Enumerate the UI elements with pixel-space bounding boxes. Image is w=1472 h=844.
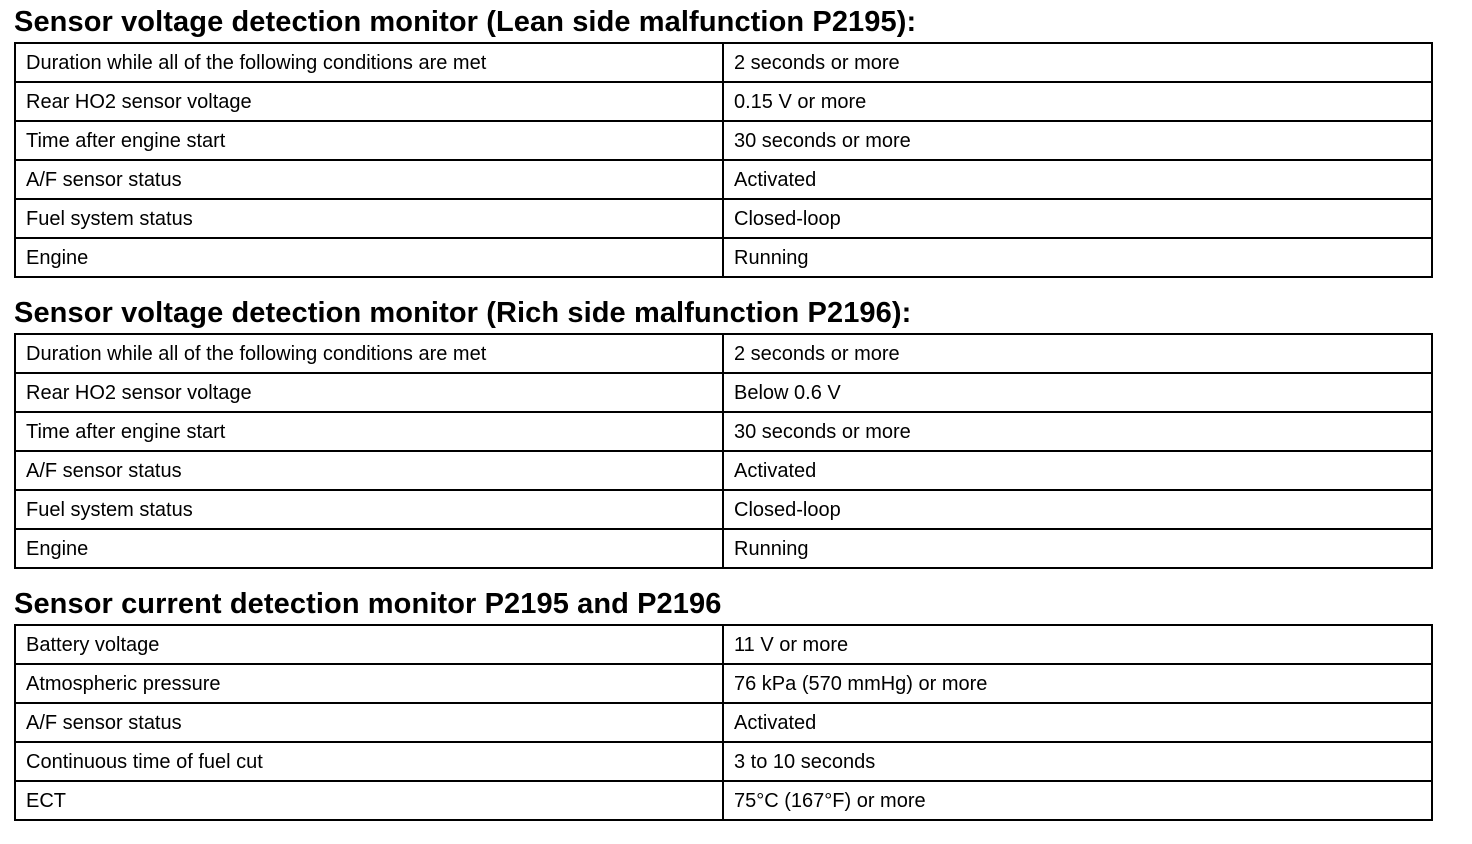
table-row [15,334,1432,373]
condition-label: A/F sensor status [15,703,723,742]
condition-value: 75°C (167°F) or more [723,781,1432,820]
section-title: Sensor current detection monitor P2195 and P2196 [14,588,722,620]
condition-label: Battery voltage [15,625,723,664]
conditions-table [14,624,1433,821]
condition-value: 76 kPa (570 mmHg) or more [723,664,1432,703]
condition-label: Atmospheric pressure [15,664,723,703]
table-row [15,238,1432,277]
condition-value: 2 seconds or more [723,43,1432,82]
section-title: Sensor voltage detection monitor (Rich side malfunction P2196): [14,297,912,329]
conditions-table [14,42,1433,278]
condition-label: ECT [15,781,723,820]
table-row [15,625,1432,664]
table-row [15,490,1432,529]
condition-label: Time after engine start [15,412,723,451]
condition-value: 0.15 V or more [723,82,1432,121]
condition-label: Engine [15,238,723,277]
table-row [15,373,1432,412]
condition-value: 11 V or more [723,625,1432,664]
condition-label: Duration while all of the following conditions are met [15,334,723,373]
condition-label: Rear HO2 sensor voltage [15,373,723,412]
condition-label: Continuous time of fuel cut [15,742,723,781]
condition-value: Running [723,238,1432,277]
condition-value: 30 seconds or more [723,412,1432,451]
condition-label: Time after engine start [15,121,723,160]
condition-label: Fuel system status [15,199,723,238]
condition-label: Engine [15,529,723,568]
condition-label: A/F sensor status [15,160,723,199]
condition-value: 2 seconds or more [723,334,1432,373]
table-row [15,43,1432,82]
conditions-table [14,333,1433,569]
table-row [15,781,1432,820]
condition-value: Activated [723,451,1432,490]
condition-value: Closed-loop [723,199,1432,238]
table-row [15,82,1432,121]
condition-value: 30 seconds or more [723,121,1432,160]
condition-value: Activated [723,160,1432,199]
table-row [15,199,1432,238]
section-rich-side-voltage-monitor [14,291,1432,569]
document-page [14,0,1432,821]
table-row [15,412,1432,451]
table-row [15,664,1432,703]
table-row [15,529,1432,568]
condition-label: Fuel system status [15,490,723,529]
table-row [15,703,1432,742]
condition-value: Below 0.6 V [723,373,1432,412]
condition-label: A/F sensor status [15,451,723,490]
section-title: Sensor voltage detection monitor (Lean side malfunction P2195): [14,6,917,38]
section-lean-side-voltage-monitor [14,0,1432,278]
table-row [15,121,1432,160]
table-row [15,742,1432,781]
table-row [15,160,1432,199]
condition-label: Duration while all of the following conditions are met [15,43,723,82]
section-current-detection-monitor [14,582,1432,821]
condition-value: Closed-loop [723,490,1432,529]
condition-label: Rear HO2 sensor voltage [15,82,723,121]
condition-value: Activated [723,703,1432,742]
condition-value: 3 to 10 seconds [723,742,1432,781]
condition-value: Running [723,529,1432,568]
table-row [15,451,1432,490]
